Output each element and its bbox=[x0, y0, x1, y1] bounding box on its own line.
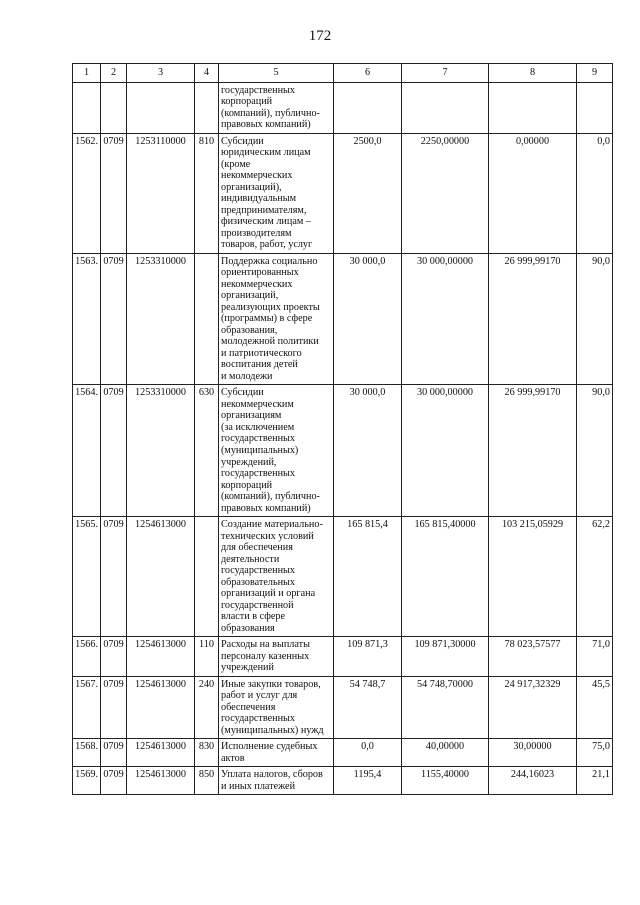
percent-cell: 0,0 bbox=[577, 133, 613, 253]
description-cell: Исполнение судебных актов bbox=[219, 739, 334, 767]
refined-cell: 40,00000 bbox=[402, 739, 489, 767]
percent-cell bbox=[577, 82, 613, 133]
description-cell: Уплата налогов, сборов и иных платежей bbox=[219, 767, 334, 795]
percent-cell: 90,0 bbox=[577, 385, 613, 517]
executed-cell: 0,00000 bbox=[489, 133, 577, 253]
row-number-cell: 1565. bbox=[73, 517, 101, 637]
section-cell: 0709 bbox=[101, 133, 127, 253]
table-row bbox=[73, 517, 613, 637]
column-header: 2 bbox=[101, 64, 127, 83]
approved-cell bbox=[334, 82, 402, 133]
refined-cell: 30 000,00000 bbox=[402, 253, 489, 385]
expense-type-cell: 810 bbox=[195, 133, 219, 253]
table-row bbox=[73, 739, 613, 767]
executed-cell: 78 023,57577 bbox=[489, 637, 577, 677]
target-code-cell: 1253110000 bbox=[127, 133, 195, 253]
column-header: 5 bbox=[219, 64, 334, 83]
row-number-cell: 1562. bbox=[73, 133, 101, 253]
table-row bbox=[73, 676, 613, 739]
column-header: 9 bbox=[577, 64, 613, 83]
target-code-cell: 1254613000 bbox=[127, 676, 195, 739]
column-header: 4 bbox=[195, 64, 219, 83]
refined-cell: 54 748,70000 bbox=[402, 676, 489, 739]
percent-cell: 62,2 bbox=[577, 517, 613, 637]
refined-cell: 1155,40000 bbox=[402, 767, 489, 795]
target-code-cell: 1253310000 bbox=[127, 253, 195, 385]
refined-cell: 109 871,30000 bbox=[402, 637, 489, 677]
approved-cell: 109 871,3 bbox=[334, 637, 402, 677]
executed-cell: 30,00000 bbox=[489, 739, 577, 767]
expense-type-cell bbox=[195, 82, 219, 133]
column-header: 7 bbox=[402, 64, 489, 83]
description-cell: Субсидии некоммерческим организациям (за исключением государственных (муниципальных) учреждений, государственных корпораций (компаний), публично- правовых компаний) bbox=[219, 385, 334, 517]
target-code-cell: 1254613000 bbox=[127, 767, 195, 795]
description-cell: Иные закупки товаров, работ и услуг для обеспечения государственных (муниципальных) нужд bbox=[219, 676, 334, 739]
page-number: 172 bbox=[308, 28, 332, 44]
target-code-cell: 1254613000 bbox=[127, 637, 195, 677]
expense-type-cell: 110 bbox=[195, 637, 219, 677]
budget-table bbox=[72, 63, 613, 795]
target-code-cell bbox=[127, 82, 195, 133]
approved-cell: 54 748,7 bbox=[334, 676, 402, 739]
expense-type-cell bbox=[195, 253, 219, 385]
row-number-cell: 1564. bbox=[73, 385, 101, 517]
percent-cell: 90,0 bbox=[577, 253, 613, 385]
section-cell bbox=[101, 82, 127, 133]
section-cell: 0709 bbox=[101, 739, 127, 767]
column-header: 8 bbox=[489, 64, 577, 83]
description-cell: Поддержка социально ориентированных некоммерческих организаций, реализующих проекты (программы) в сфере образования, молодежной политики и патриотического воспитания детей и молодежи bbox=[219, 253, 334, 385]
percent-cell: 21,1 bbox=[577, 767, 613, 795]
executed-cell: 26 999,99170 bbox=[489, 253, 577, 385]
executed-cell bbox=[489, 82, 577, 133]
executed-cell: 244,16023 bbox=[489, 767, 577, 795]
expense-type-cell: 630 bbox=[195, 385, 219, 517]
section-cell: 0709 bbox=[101, 385, 127, 517]
section-cell: 0709 bbox=[101, 637, 127, 677]
header-row bbox=[73, 64, 613, 83]
executed-cell: 24 917,32329 bbox=[489, 676, 577, 739]
row-number-cell: 1569. bbox=[73, 767, 101, 795]
continuation-row bbox=[73, 82, 613, 133]
description-cell: Создание материально- технических условий для обеспечения деятельности государственных образовательных организаций и органа государственной власти в сфере образования bbox=[219, 517, 334, 637]
approved-cell: 0,0 bbox=[334, 739, 402, 767]
table-row bbox=[73, 133, 613, 253]
row-number-cell: 1568. bbox=[73, 739, 101, 767]
percent-cell: 75,0 bbox=[577, 739, 613, 767]
approved-cell: 1195,4 bbox=[334, 767, 402, 795]
refined-cell: 165 815,40000 bbox=[402, 517, 489, 637]
section-cell: 0709 bbox=[101, 767, 127, 795]
row-number-cell: 1566. bbox=[73, 637, 101, 677]
section-cell: 0709 bbox=[101, 253, 127, 385]
target-code-cell: 1253310000 bbox=[127, 385, 195, 517]
table-row bbox=[73, 637, 613, 677]
section-cell: 0709 bbox=[101, 676, 127, 739]
approved-cell: 30 000,0 bbox=[334, 385, 402, 517]
executed-cell: 26 999,99170 bbox=[489, 385, 577, 517]
refined-cell bbox=[402, 82, 489, 133]
expense-type-cell: 240 bbox=[195, 676, 219, 739]
row-number-cell bbox=[73, 82, 101, 133]
approved-cell: 2500,0 bbox=[334, 133, 402, 253]
refined-cell: 2250,00000 bbox=[402, 133, 489, 253]
approved-cell: 30 000,0 bbox=[334, 253, 402, 385]
table-row bbox=[73, 767, 613, 795]
target-code-cell: 1254613000 bbox=[127, 739, 195, 767]
column-header: 3 bbox=[127, 64, 195, 83]
column-header: 1 bbox=[73, 64, 101, 83]
expense-type-cell bbox=[195, 517, 219, 637]
column-header: 6 bbox=[334, 64, 402, 83]
refined-cell: 30 000,00000 bbox=[402, 385, 489, 517]
description-cell: государственных корпораций (компаний), публично- правовых компаний) bbox=[219, 82, 334, 133]
table-row bbox=[73, 253, 613, 385]
description-cell: Расходы на выплаты персоналу казенных учреждений bbox=[219, 637, 334, 677]
row-number-cell: 1567. bbox=[73, 676, 101, 739]
percent-cell: 45,5 bbox=[577, 676, 613, 739]
expense-type-cell: 830 bbox=[195, 739, 219, 767]
target-code-cell: 1254613000 bbox=[127, 517, 195, 637]
percent-cell: 71,0 bbox=[577, 637, 613, 677]
section-cell: 0709 bbox=[101, 517, 127, 637]
description-cell: Субсидии юридическим лицам (кроме некоммерческих организаций), индивидуальным предпринимателям, физическим лицам – производителям товаров, работ, услуг bbox=[219, 133, 334, 253]
table-row bbox=[73, 385, 613, 517]
row-number-cell: 1563. bbox=[73, 253, 101, 385]
executed-cell: 103 215,05929 bbox=[489, 517, 577, 637]
expense-type-cell: 850 bbox=[195, 767, 219, 795]
approved-cell: 165 815,4 bbox=[334, 517, 402, 637]
